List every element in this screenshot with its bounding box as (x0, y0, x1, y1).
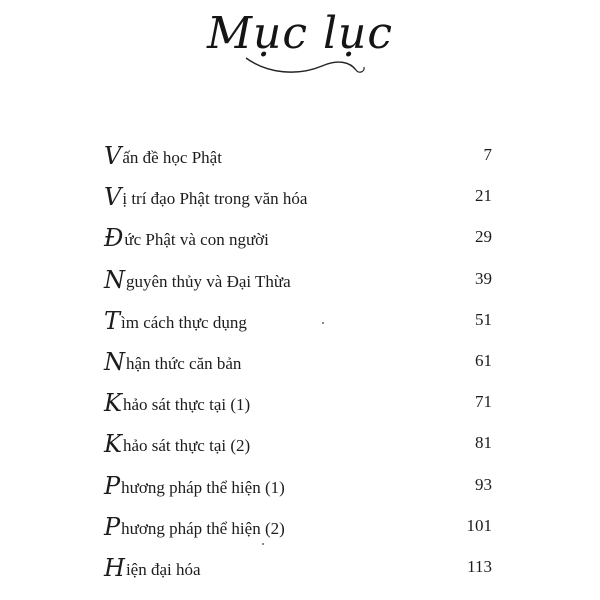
toc-entry[interactable] (104, 137, 492, 178)
toc-entry-text: ức Phật và con người (124, 230, 269, 250)
toc-entry[interactable] (104, 261, 492, 302)
toc-entry-title (104, 143, 222, 168)
toc-page-number: 93 (475, 474, 492, 494)
decorative-initial: T (104, 306, 121, 335)
toc-entry-title (104, 389, 251, 418)
table-of-contents (104, 137, 492, 590)
toc-page-number: 71 (475, 392, 492, 412)
toc-entry-text: hương pháp thể hiện (2) (121, 518, 285, 538)
toc-entry[interactable] (104, 425, 492, 466)
toc-entry-text: iện đại hóa (125, 559, 201, 579)
toc-page-number: 101 (466, 515, 492, 535)
decorative-initial: Đ (104, 224, 124, 253)
toc-entry-title (104, 514, 285, 539)
decorative-initial: V (104, 142, 122, 170)
toc-entry-title (104, 308, 247, 333)
toc-entry-text: hảo sát thực tại (2) (122, 436, 251, 456)
toc-entry[interactable] (104, 178, 492, 219)
toc-entry-text: hảo sát thực tại (1) (122, 395, 251, 415)
print-speck (322, 322, 324, 324)
decorative-initial: P (104, 471, 121, 500)
toc-entry-title (104, 267, 291, 292)
toc-entry-text: hương pháp thể hiện (1) (121, 477, 285, 497)
toc-page-number: 51 (475, 309, 492, 329)
toc-page-number: 7 (483, 145, 492, 164)
toc-page-number: 81 (475, 433, 492, 453)
decorative-initial: H (104, 553, 125, 582)
toc-entry-title (104, 430, 251, 459)
toc-page-number: 113 (467, 556, 492, 576)
decorative-initial: K (104, 389, 122, 418)
toc-entry-title (104, 473, 285, 498)
toc-entry-text: guyên thủy và Đại Thừa (126, 271, 291, 291)
decorative-initial: P (104, 512, 121, 541)
toc-entry-title (104, 555, 201, 580)
toc-page-number: 61 (475, 350, 492, 370)
toc-entry[interactable] (104, 508, 492, 549)
decorative-initial: N (104, 347, 125, 376)
toc-entry-text: hận thức căn bản (126, 353, 242, 373)
toc-page-number: 21 (475, 186, 492, 206)
toc-entry-title (104, 349, 241, 374)
toc-entry[interactable] (104, 302, 492, 343)
title-flourish-icon (238, 52, 378, 78)
decorative-initial: N (104, 265, 125, 294)
decorative-initial: V (104, 183, 122, 212)
print-speck (262, 543, 264, 545)
toc-entry-text: ìm cách thực dụng (121, 312, 247, 332)
toc-entry[interactable] (104, 549, 492, 590)
toc-entry[interactable] (104, 384, 492, 425)
toc-entry-text: ấn đề học Phật (122, 148, 222, 167)
toc-entry-text: ị trí đạo Phật trong văn hóa (122, 189, 308, 209)
toc-page-number: 29 (475, 227, 492, 247)
toc-entry[interactable] (104, 219, 492, 260)
page-title: Mục lục (206, 8, 394, 59)
decorative-initial: K (104, 430, 122, 459)
toc-entry[interactable] (104, 343, 492, 384)
toc-entry-title (104, 224, 269, 253)
toc-page-number: 39 (475, 268, 492, 288)
toc-entry[interactable] (104, 467, 492, 508)
toc-entry-title (104, 183, 308, 212)
